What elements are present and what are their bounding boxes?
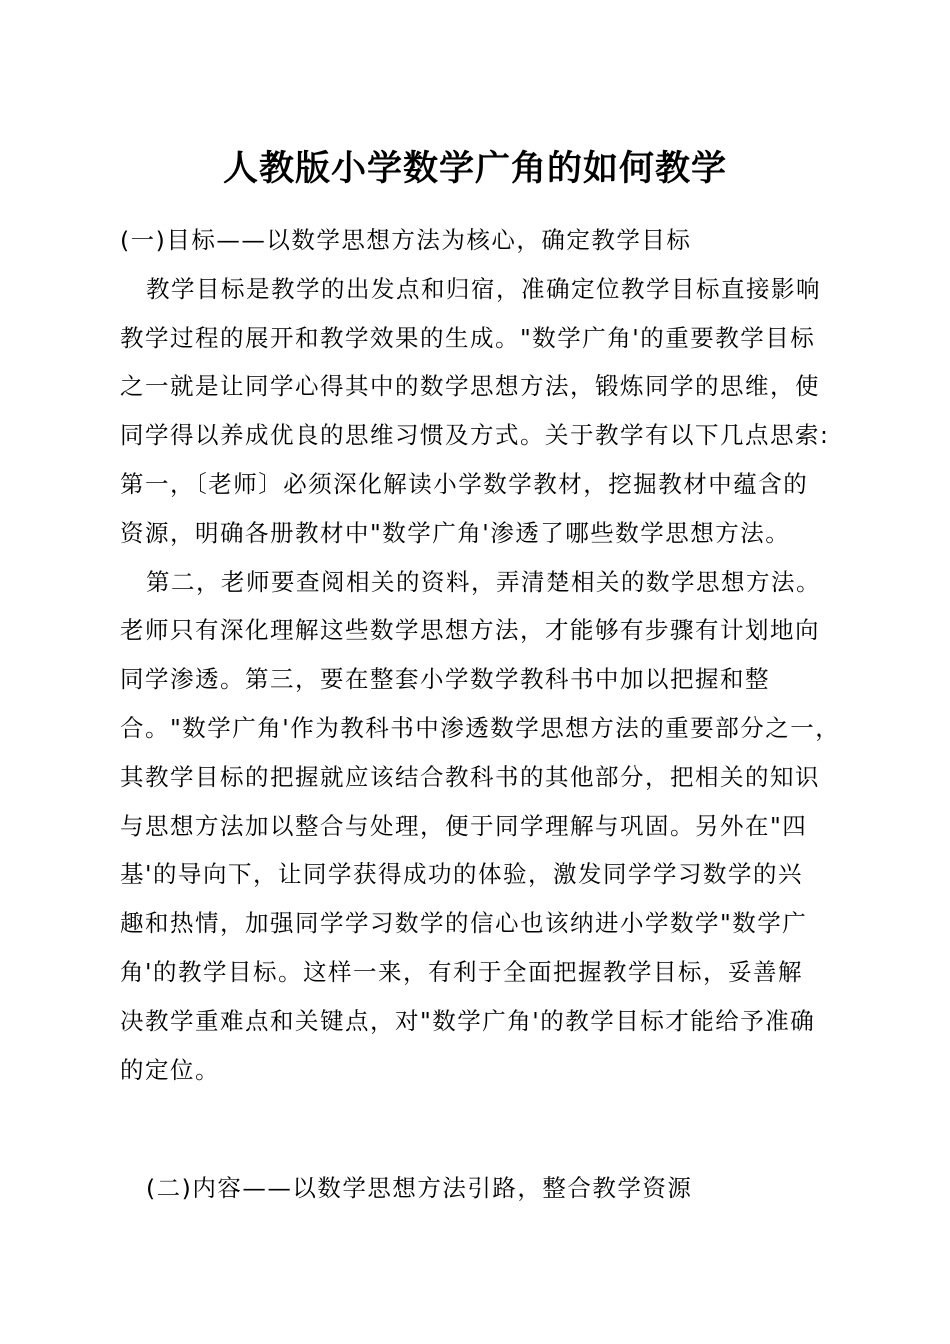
paragraph-2-line: 趣和热情，加强同学学习数学的信心也该纳进小学数学"数学广: [120, 909, 808, 938]
paragraph-2-line: 合。"数学广角'作为教科书中渗透数学思想方法的重要部分之一，: [120, 713, 841, 742]
paragraph-1-line: 之一就是让同学心得其中的数学思想方法，锻炼同学的思维，使: [120, 372, 820, 401]
paragraph-2-line: 决教学重难点和关键点，对"数学广角'的教学目标才能给予准确: [120, 1006, 816, 1035]
document-body: [120, 216, 841, 1094]
paragraph-1-line: 第一，〔老师〕必须深化解读小学数学教材，挖掘教材中蕴含的: [120, 469, 809, 498]
paragraph-1-line: 教学过程的展开和教学效果的生成。"数学广角'的重要教学目标: [120, 323, 816, 352]
document-title: 人教版小学数学广角的如何教学: [222, 148, 727, 189]
section-heading-2: (二)内容——以数学思想方法引路，整合教学资源: [146, 1174, 693, 1202]
paragraph-1-line: 教学目标是教学的出发点和归宿，准确定位教学目标直接影响: [146, 274, 821, 303]
section-heading-1: (一)目标——以数学思想方法为核心，确定教学目标: [120, 226, 692, 254]
paragraph-1-line: 同学得以养成优良的思维习惯及方式。关于教学有以下几点思索:: [120, 421, 830, 450]
paragraph-1-line: 资源，明确各册教材中"数学广角'渗透了哪些数学思想方法。: [120, 518, 791, 547]
paragraph-2-line: 角'的教学目标。这样一来，有利于全面把握教学目标，妥善解: [120, 957, 803, 986]
paragraph-2-line: 其教学目标的把握就应该结合教科书的其他部分，把相关的知识: [120, 762, 820, 791]
paragraph-2-line: 与思想方法加以整合与处理，便于同学理解与巩固。另外在"四: [120, 811, 808, 840]
paragraph-2-line: 老师只有深化理解这些数学思想方法，才能够有步骤有计划地向: [120, 616, 820, 645]
paragraph-2-line: 第二，老师要查阅相关的资料，弄清楚相关的数学思想方法。: [146, 567, 821, 596]
paragraph-2-line: 基'的导向下，让同学获得成功的体验，激发同学学习数学的兴: [120, 860, 803, 889]
paragraph-2-line: 同学渗透。第三，要在整套小学数学教科书中加以把握和整: [120, 665, 770, 694]
document-body-section-2: [120, 1164, 835, 1213]
paragraph-2-line: 的定位。: [120, 1055, 220, 1084]
